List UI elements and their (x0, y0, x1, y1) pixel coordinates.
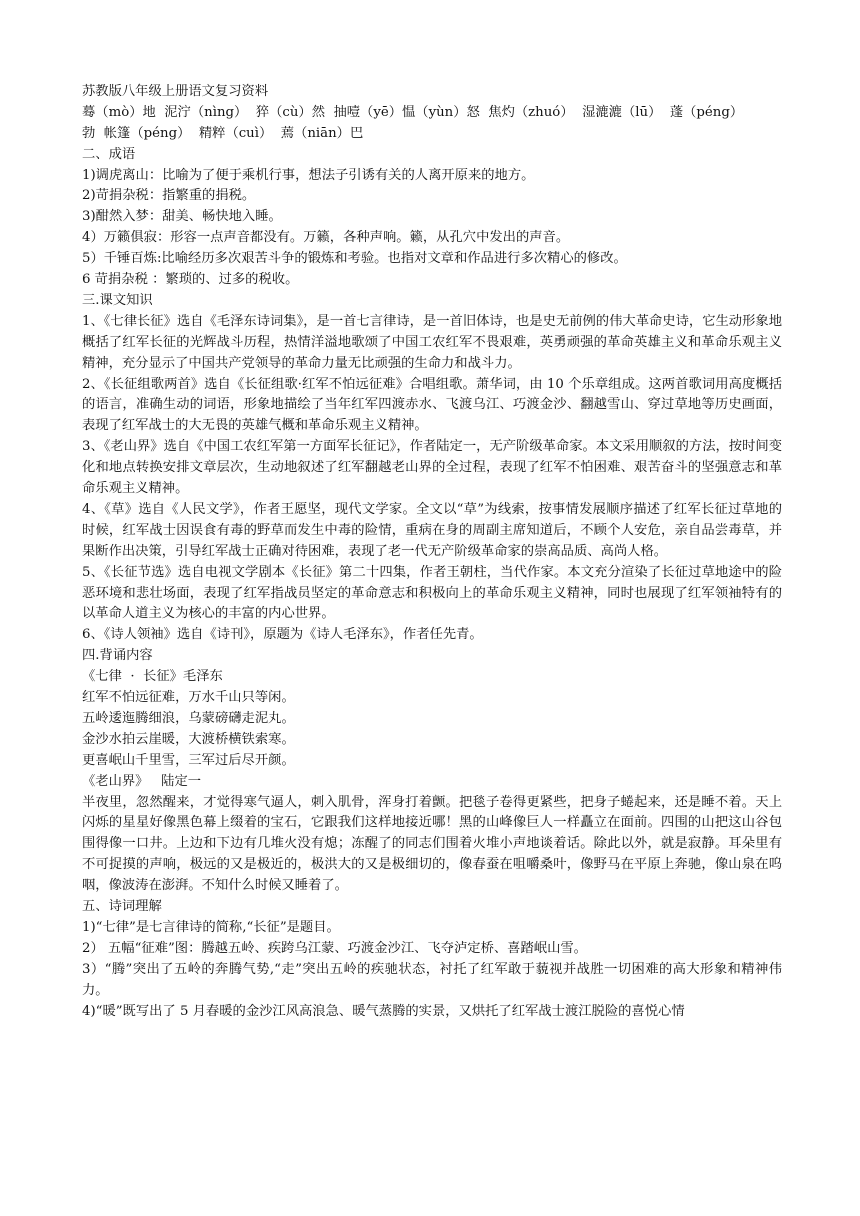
poem-line: 红军不怕远征难，万水千山只等闲。 (82, 690, 295, 706)
knowledge-paragraph: 4、《草》选自《人民文学》，作者王愿坚，现代文学家。全文以“草”为线索，按事情发展顺序描述了红军长征过草地的时候，红军战士因误食有毒的野草而发生中毒的险情，重病在身的周副主席知道后，不顾个人安危，亲自品尝毒草，并果断作出决策，引导红军战士正确对待困难，表现了老一代无产阶级革命家的崇高品质、高尚人格。 (82, 501, 782, 559)
idiom-item: 5）千锤百炼:比喻经历多次艰苦斗争的锻炼和考验。也指对文章和作品进行多次精心的修改。 (82, 251, 627, 267)
prose-paragraph: 半夜里，忽然醒来，才觉得寒气逼人，刺入肌骨，浑身打着颤。把毯子卷得更紧些，把身子蜷起来，还是睡不着。天上闪烁的星星好像黑色幕上缀着的宝石，它跟我们这样地接近哪！黑的山峰像巨人一样矗立在面前。四围的山把这山谷包围得像一口井。上边和下边有几堆火没有熄；冻醒了的同志们围着火堆小声地谈着话。除此以外，就是寂静。耳朵里有不可捉摸的声响，极远的又是极近的，极洪大的又是极细切的，像春蚕在咀嚼桑叶，像野马在平原上奔驰，像山泉在呜咽，像波涛在澎湃。不知什么时候又睡着了。 (82, 794, 782, 894)
understanding-item: 1)“七律”是七言律诗的简称,“长征”是题目。 (82, 919, 340, 935)
idiom-item: 1)调虎离山：比喻为了便于乘机行事，想法子引诱有关的人离开原来的地方。 (82, 167, 535, 183)
knowledge-paragraph: 5、《长征节选》选自电视文学剧本《长征》第二十四集，作者王朝柱，当代作家。本文充分渲染了长征过草地途中的险恶环境和悲壮场面，表现了红军指战员坚定的革命意志和积极向上的革命乐观主义精神，同时也展现了红军领袖特有的以革命人道主义为核心的丰富的内心世界。 (82, 564, 782, 622)
prose-title: 《老山界》 陆定一 (82, 773, 202, 789)
knowledge-paragraph: 6、《诗人领袖》选自《诗刊》，原题为《诗人毛泽东》，作者任先青。 (82, 627, 483, 643)
understanding-item: 2） 五幅“征难”图：腾越五岭、疾跨乌江蒙、巧渡金沙江、飞夺泸定桥、喜踏岷山雪。 (82, 940, 587, 956)
idiom-item: 3)酣然入梦：甜美、畅快地入睡。 (82, 209, 282, 225)
understanding-item: 4)“暖”既写出了 5 月春暖的金沙江风高浪急、暖气蒸腾的实景，又烘托了红军战士渡江脱险的喜悦心情 (82, 1003, 685, 1019)
idiom-item: 6 苛捐杂税 ：繁琐的、过多的税收。 (82, 272, 299, 288)
document-title: 苏教版八年级上册语文复习资料 (82, 84, 269, 99)
section-heading-knowledge: 三.课文知识 (82, 292, 153, 308)
understanding-item: 3）“腾”突出了五岭的奔腾气势,“走”突出五岭的疾驰状态，衬托了红军敢于藐视并战胜一切困难的高大形象和精神伟力。 (82, 961, 782, 998)
pinyin-line-1: 蓦（mò）地 泥泞（nìng） 猝（cù）然 抽噎（yē）愠（yùn）怒 焦灼（zhuó） 湿漉漉（lū） 蓬（péng） (82, 104, 744, 120)
pinyin-line-2: 勃 帐篷（péng） 精粹（cuì） 蔫（niān）巴 (82, 125, 364, 141)
section-heading-recitation: 四.背诵内容 (82, 648, 153, 664)
poem-line: 更喜岷山千里雪，三军过后尽开颜。 (82, 752, 295, 768)
poem-line: 金沙水拍云崖暖，大渡桥横铁索寒。 (82, 731, 295, 747)
idiom-item: 2)苛捐杂税：指繁重的捐税。 (82, 188, 256, 204)
poem-line: 五岭逶迤腾细浪，乌蒙磅礴走泥丸。 (82, 710, 295, 726)
knowledge-paragraph: 1、《七律长征》选自《毛泽东诗词集》，是一首七言律诗，是一首旧体诗，也是史无前例的伟大革命史诗，它生动形象地概括了红军长征的光辉战斗历程，热情洋溢地歌颂了中国工农红军不畏艰难，英勇顽强的革命英雄主义和革命乐观主义精神，充分显示了中国共产党领导的革命力量无比顽强的生命力和战斗力。 (82, 313, 782, 371)
section-heading-idioms: 二、成语 (82, 146, 136, 162)
idiom-item: 4）万籁俱寂：形容一点声音都没有。万籁，各种声响。籁，从孔穴中发出的声音。 (82, 230, 570, 246)
knowledge-paragraph: 3、《老山界》选自《中国工农红军第一方面军长征记》，作者陆定一，无产阶级革命家。本文采用顺叙的方法，按时间变化和地点转换安排文章层次，生动地叙述了红军翻越老山界的全过程，表现了红军不怕困难、艰苦奋斗的坚强意志和革命乐观主义精神。 (82, 439, 782, 497)
knowledge-paragraph: 2、《长征组歌两首》选自《长征组歌·红军不怕远征难》合唱组歌。萧华词，由 10 个乐章组成。这两首歌词用高度概括的语言，准确生动的词语，形象地描绘了当年红军四渡赤水、飞渡乌江、巧渡金沙、翻越雪山、穿过草地等历史画面，表现了红军战士的大无畏的英雄气概和革命乐观主义精神。 (82, 376, 782, 434)
section-heading-understanding: 五、诗词理解 (82, 899, 162, 915)
poem-title: 《七律 · 长征》毛泽东 (82, 669, 223, 685)
document-page (82, 82, 782, 1022)
